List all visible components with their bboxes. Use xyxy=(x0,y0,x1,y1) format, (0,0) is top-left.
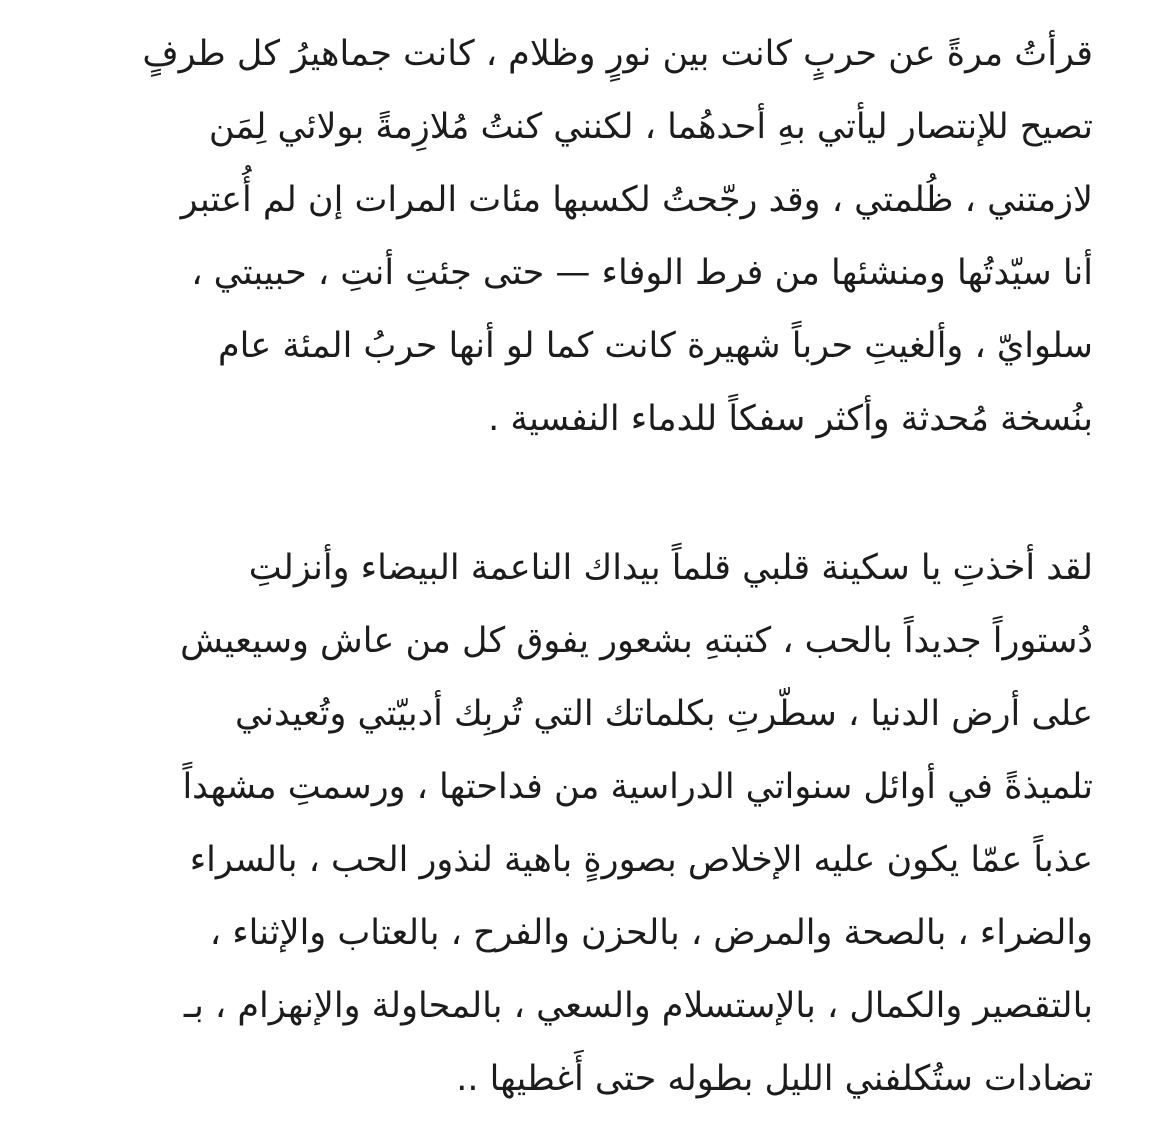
paragraph-war-of-light-and-dark xyxy=(73,18,1093,456)
text-line: بالتقصير والكمال ، بالإستسلام والسعي ، بالمحاولة والإنهزام ، بـ xyxy=(183,986,1093,1026)
text-line: بنُسخة مُحدثة وأكثر سفكاً للدماء النفسية . xyxy=(488,399,1093,439)
text-line: عذباً عمّا يكون عليه الإخلاص بصورةٍ باهية لنذور الحب ، بالسراء xyxy=(189,840,1093,880)
text-line: أنا سيّدتُها ومنشئها من فرط الوفاء — حتى جئتِ أنتِ ، حبيبتي ، xyxy=(191,253,1093,293)
text-line: تصيح للإنتصار ليأتي بهِ أحدهُما ، لكنني كنتُ مُلازِمةً بولائي لِمَن xyxy=(208,107,1093,147)
text-line: لازمتني ، ظُلمتي ، وقد رجّحتُ لكسبها مئات المرات إن لم أُعتبر xyxy=(180,180,1093,220)
text-line: دُستوراً جديداً بالحب ، كتبتهِ بشعور يفوق كل من عاش وسيعيش xyxy=(180,621,1093,661)
text-line: على أرض الدنيا ، سطّرتِ بكلماتك التي تُربِك أدبيّتي وتُعيدني xyxy=(235,694,1093,734)
text-line: تلميذةً في أوائل سنواتي الدراسية من فداحتها ، ورسمتِ مشهداً xyxy=(182,767,1093,807)
text-line: لقد أخذتِ يا سكينة قلبي قلماً بيداك الناعمة البيضاء وأنزلتِ xyxy=(248,548,1093,588)
paragraph-constitution-of-love xyxy=(73,532,1093,1116)
document-body xyxy=(73,18,1093,1116)
text-line: سلوايّ ، وألغيتِ حرباً شهيرة كانت كما لو أنها حربُ المئة عام xyxy=(218,326,1093,366)
text-line: قرأتُ مرةً عن حربٍ كانت بين نورٍ وظلام ، كانت جماهيرُ كل طرفٍ xyxy=(142,34,1093,74)
paragraph-spacer xyxy=(73,456,1093,532)
text-line: والضراء ، بالصحة والمرض ، بالحزن والفرح ، بالعتاب والإثناء ، xyxy=(209,913,1093,953)
text-line: تضادات ستُكلفني الليل بطوله حتى أَغطيها .. xyxy=(456,1059,1093,1099)
